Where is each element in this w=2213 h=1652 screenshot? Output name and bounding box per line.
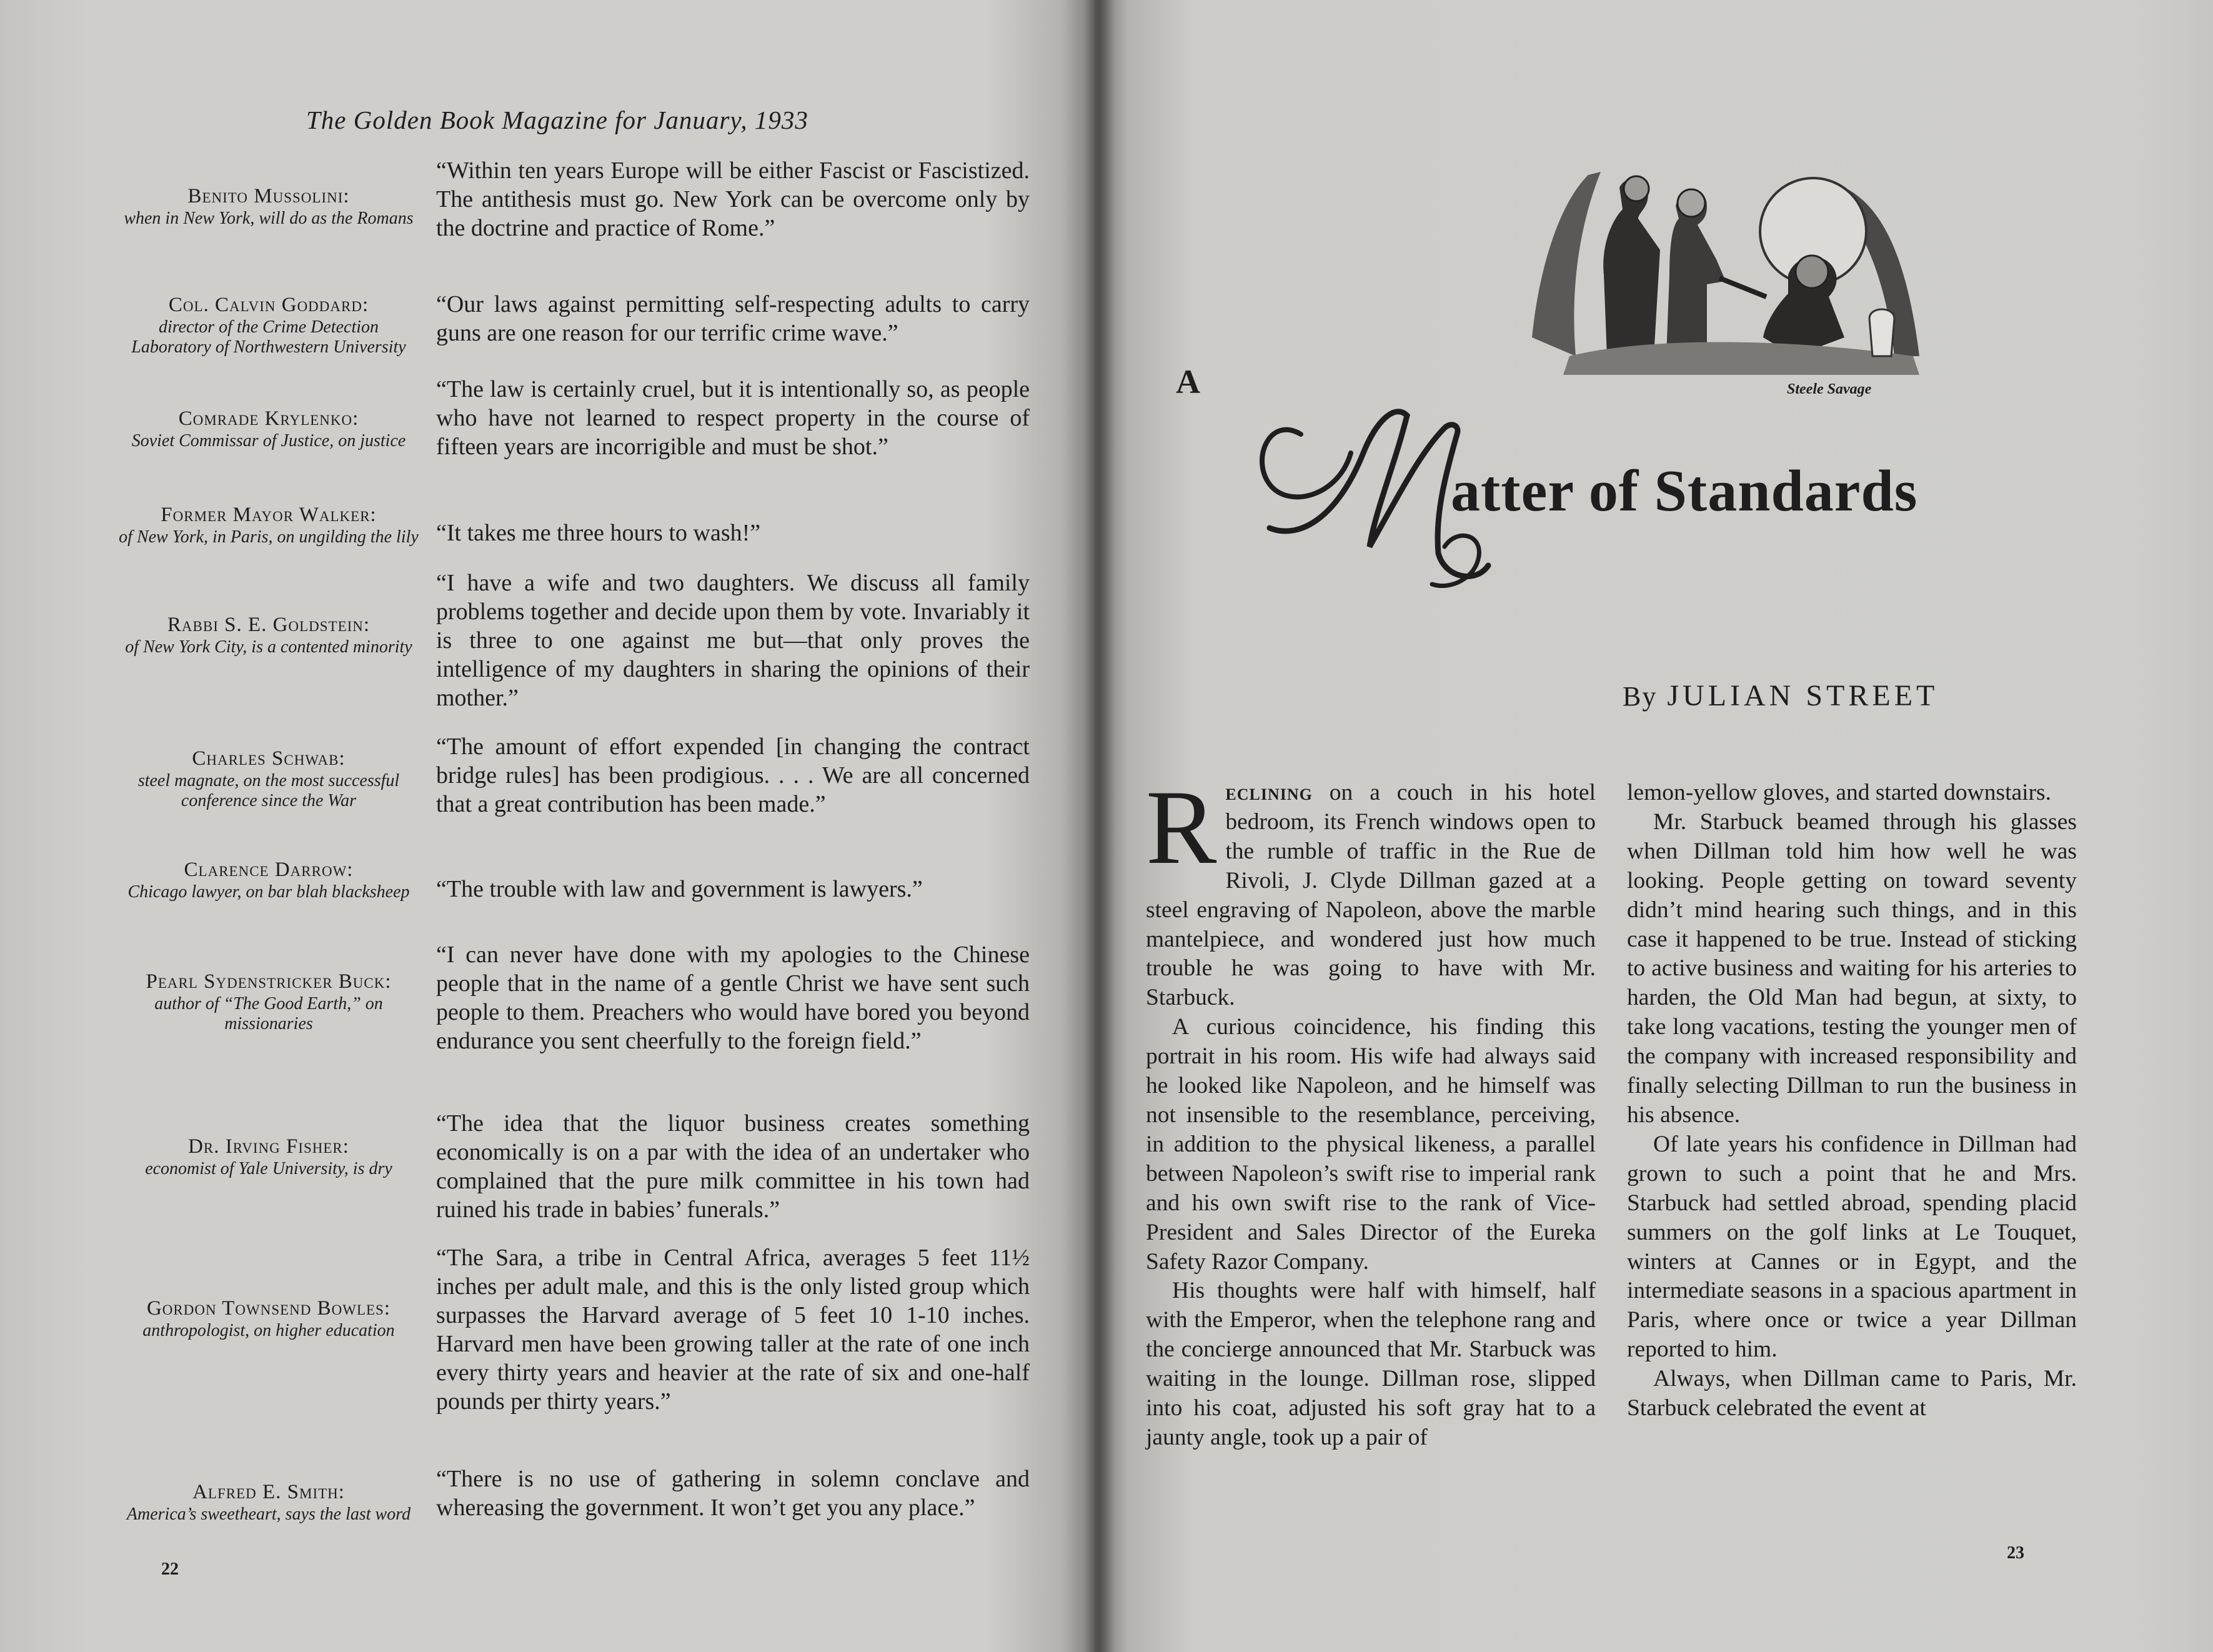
quote-text: “The idea that the liquor business creates something economically is on a par with the idea of an undertaker who complained that the pure milk committee in his town had ruined his trade in babies’ funerals.” bbox=[436, 1110, 1030, 1223]
speaker-label bbox=[119, 612, 419, 657]
speaker-description: of New York, in Paris, on ungilding the lily bbox=[119, 527, 419, 547]
byline-prefix: By bbox=[1623, 681, 1658, 712]
speaker-name: Clarence Darrow: bbox=[184, 858, 354, 881]
speaker-description: America’s sweetheart, says the last word bbox=[126, 1505, 411, 1524]
running-head: The Golden Book Magazine for January, 1933 bbox=[306, 106, 808, 134]
speaker-description: steel magnate, on the most successful conference since the War bbox=[137, 771, 400, 810]
speaker-description: Chicago lawyer, on bar blah blacksheep bbox=[127, 882, 410, 902]
speaker-label bbox=[119, 292, 419, 357]
speaker-label bbox=[119, 184, 419, 229]
text-column-right bbox=[1627, 779, 2077, 1423]
lead-in-smallcaps: eclining bbox=[1225, 780, 1313, 805]
book-spine-shadow bbox=[1084, 0, 1115, 1652]
quote-text: “There is no use of gathering in solemn conclave and whereasing the government. It won’t get you any place.” bbox=[436, 1466, 1030, 1521]
paragraph: lemon-yellow gloves, and started downstairs. bbox=[1627, 780, 2052, 805]
quote-text: “Within ten years Europe will be either Fascist or Fascistized. The antithesis must go. New York can be overcome only by the doctrine and practice of Rome.” bbox=[436, 157, 1030, 241]
speaker-description: director of the Crime Detection Laboratory of Northwestern University bbox=[131, 317, 406, 357]
text-column-left bbox=[1146, 769, 1596, 1453]
paragraph: Always, when Dillman came to Paris, Mr. Starbuck celebrated the event at bbox=[1627, 1366, 2077, 1421]
quote-text: “The law is certainly cruel, but it is intentionally so, as people who have not learned to respect property in the course of fifteen years are incorrigible and must be shot.” bbox=[436, 376, 1030, 460]
speaker-label bbox=[119, 857, 419, 902]
speaker-name: Rabbi S. E. Goldstein: bbox=[167, 614, 370, 636]
title-article: A bbox=[1176, 363, 1200, 401]
quote-text: “It takes me three hours to wash!” bbox=[436, 520, 761, 546]
byline bbox=[1623, 679, 1938, 713]
speaker-label bbox=[119, 969, 419, 1034]
speaker-name: Pearl Sydenstricker Buck: bbox=[146, 970, 392, 993]
speaker-name: Former Mayor Walker: bbox=[161, 504, 377, 526]
page-number-right: 23 bbox=[2007, 1543, 2024, 1563]
quote-text: “The trouble with law and government is lawyers.” bbox=[436, 876, 923, 902]
speaker-description: author of “The Good Earth,” on missionaries bbox=[154, 994, 383, 1033]
speaker-name: Benito Mussolini: bbox=[187, 185, 350, 207]
paragraph-text: on a couch in his hotel bedroom, its French windows open to the rumble of traffic in the Rue de Rivoli, J. Clyde Dillman gazed at a steel engraving of Napoleon, above the marble mantelpiece, and wondered just how much trouble he was going to have with Mr. Starbuck. bbox=[1146, 780, 1596, 1011]
speaker-description: of New York City, is a contented minority bbox=[125, 637, 412, 657]
speaker-description: anthropologist, on higher education bbox=[142, 1321, 395, 1340]
quote-text: “The amount of effort expended [in changing the contract bridge rules] has been prodigious. . . . We are all concerned that a great contribution has been made.” bbox=[436, 734, 1030, 817]
quote-text: “The Sara, a tribe in Central Africa, averages 5 feet 11½ inches per adult male, and this is the only listed group which surpasses the Harvard average of 5 feet 10 1-10 inches. Harvard men have been growing taller at the rate of one inch every thirty years and heavier at the rate of six and one-half pounds per thirty years.” bbox=[436, 1245, 1030, 1415]
drop-cap: R bbox=[1146, 769, 1217, 886]
speaker-label bbox=[119, 502, 419, 547]
paragraph bbox=[1146, 769, 1596, 1013]
speaker-description: economist of Yale University, is dry bbox=[145, 1159, 392, 1178]
paragraph: Of late years his confidence in Dillman had grown to such a point that he and Mrs. Starbuck had settled abroad, spending placid summers on the golf links at Le Touquet, winters at Cannes or in Egypt, and the intermediate seasons in a spacious apartment in Paris, where once or twice a year Dillman reported to him. bbox=[1627, 1131, 2077, 1363]
story-illustration bbox=[1519, 150, 1926, 387]
speaker-description: Soviet Commissar of Justice, on justice bbox=[131, 431, 406, 450]
speaker-label bbox=[119, 1296, 419, 1341]
speaker-name: Comrade Krylenko: bbox=[178, 407, 359, 430]
quote-text: “I can never have done with my apologies to the Chinese people that in the name of a gentle Christ we have sent such people to them. Preachers who would have bored you beyond endurance you sent cheerfully to the foreign field.” bbox=[436, 942, 1030, 1054]
left-page bbox=[0, 0, 1095, 1652]
quote-text: “Our laws against permitting self-respecting adults to carry guns are one reason for our terrific crime wave.” bbox=[436, 291, 1030, 346]
speaker-name: Col. Calvin Goddard: bbox=[168, 294, 369, 316]
illustration-credit: Steele Savage bbox=[1787, 381, 1872, 397]
right-page bbox=[1095, 0, 2213, 1652]
speaker-name: Dr. Irving Fisher: bbox=[188, 1135, 349, 1158]
paragraph: A curious coincidence, his finding this portrait in his room. His wife had always said he looked like Napoleon, and he himself was not insensible to the resemblance, perceiving, in addition to the physical likeness, a parallel between Napoleon’s swift rise to imperial rank and his own swift rise to the rank of Vice-President and Sales Director of the Eureka Safety Razor Company. bbox=[1146, 1014, 1596, 1275]
quote-text: “I have a wife and two daughters. We discuss all family problems together and decide upon them by vote. Invariably it is three to one against me but—that only proves the intelligence of my daughters in sharing the opinions of their mother.” bbox=[436, 570, 1030, 711]
speaker-description: when in New York, will do as the Romans bbox=[124, 209, 414, 228]
page-number-left: 22 bbox=[161, 1560, 179, 1579]
paragraph: Mr. Starbuck beamed through his glasses when Dillman told him how well he was looking. People getting on toward seventy didn’t mind hearing such things, and in this case it happened to be true. Instead of sticking to active business and waiting for his arteries to harden, the Old Man had begun, at sixty, to take long vacations, testing the younger men of the company with increased responsibility and finally selecting Dillman to run the business in his absence. bbox=[1627, 809, 2077, 1128]
speaker-name: Alfred E. Smith: bbox=[192, 1481, 345, 1503]
speaker-label bbox=[119, 1480, 419, 1525]
paragraph: His thoughts were half with himself, half with the Emperor, when the telephone rang and the concierge announced that Mr. Starbuck was waiting in the lounge. Dillman rose, slipped into his coat, adjusted his soft gray hat to a jaunty angle, took up a pair of bbox=[1146, 1278, 1596, 1450]
speaker-name: Gordon Townsend Bowles: bbox=[146, 1297, 391, 1320]
author-name: JULIAN STREET bbox=[1667, 679, 1939, 712]
speaker-name: Charles Schwab: bbox=[192, 747, 346, 770]
speaker-label bbox=[119, 746, 419, 811]
speaker-label bbox=[119, 406, 419, 451]
speaker-label bbox=[119, 1134, 419, 1179]
story-title: atter of Standards bbox=[1451, 459, 1918, 524]
